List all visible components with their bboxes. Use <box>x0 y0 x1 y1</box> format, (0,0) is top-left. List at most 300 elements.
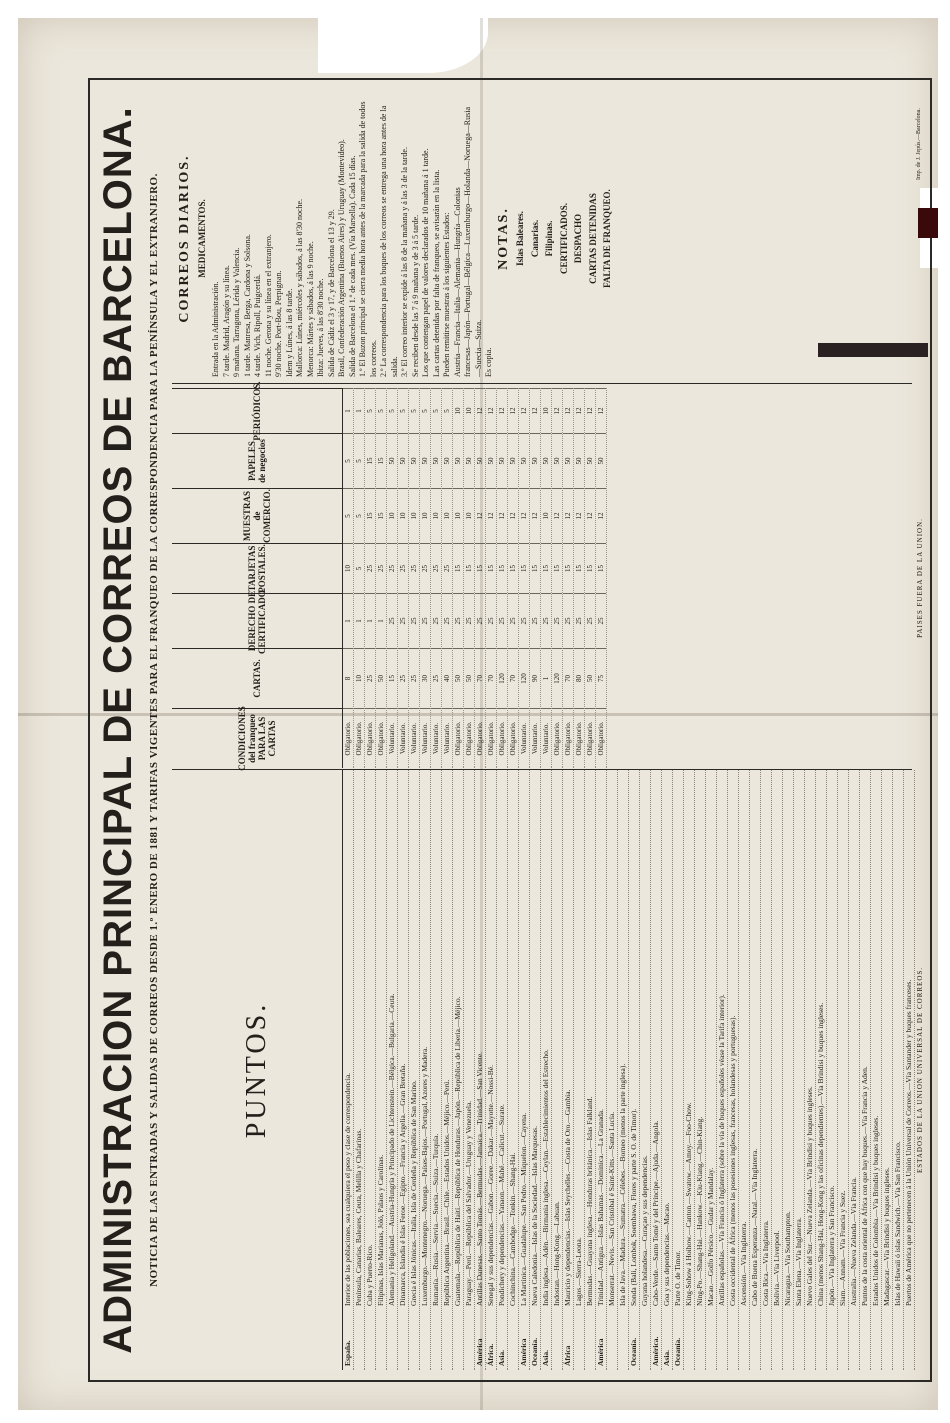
medicamentos-header: MEDICAMENTOS. <box>196 199 207 278</box>
tarifas-cell: 25 <box>530 593 540 648</box>
tarifas-row <box>519 388 530 768</box>
tarifas-cell: 10 <box>453 388 463 433</box>
point-row <box>728 770 739 1370</box>
point-row <box>662 770 673 1370</box>
tarifas-cell: 5 <box>398 388 408 433</box>
point-row <box>761 770 772 1370</box>
tarifas-row <box>530 388 541 768</box>
nota-section-heading: Canarias. <box>529 219 540 258</box>
tarifas-cell: 12 <box>574 488 584 543</box>
tarifas-cell: 50 <box>552 433 562 488</box>
tarifas-row <box>475 388 486 768</box>
point-text: Senegal y sus dependencias.—Gabon.—Goree.—Dakar.—Mayotte.—Nossi-Bé. <box>486 1065 495 1306</box>
notas-sections <box>515 100 613 377</box>
tarifas-cell: 25 <box>420 543 430 593</box>
tarifas-cell: 12 <box>475 488 485 543</box>
tarifas-cell: 25 <box>486 593 496 648</box>
tarifas-cell: 25 <box>409 543 419 593</box>
tarifas-cell: 50 <box>453 433 463 488</box>
poster-subtitle: NOTICIA DE LAS ENTRADAS Y SALIDAS DE CORREOS DESDE 1.º ENERO DE 1881 Y TARIFAS VIGENTES PARA EL FRANQUEO DE LA CORRESPONDENCIA PARA LA PENÍNSULA Y EL EXTRANJERO. <box>148 173 160 1287</box>
tarifas-cell: Obligatorio. <box>475 708 485 768</box>
tarifas-cell: 25 <box>431 543 441 593</box>
tarifas-cell: Obligatorio. <box>354 708 364 768</box>
tarifas-cell: 25 <box>585 593 595 648</box>
nota-line: Salida de Barcelona el 1.º de cada mes. (Vía Marsella). Cada 15 días. <box>347 155 357 377</box>
point-text: Antillas Danesas.—Santo Tomás.—Bermudas.—Jamaica.—Trinidad.—San Vicente. <box>475 1051 484 1306</box>
nota-section-heading: CARTAS DETENIDAS <box>587 193 598 284</box>
point-text: Isla de Java.—Madura.—Sumatra.—Célebes.—Borneo (menos la parte inglesa). <box>618 1063 627 1306</box>
tarifas-cell: 1 <box>376 593 386 648</box>
points-list <box>343 770 915 1370</box>
tarifas-row <box>552 388 563 768</box>
point-text: Monserrat.—Nevis.—San Cristóbal é Saint-Kitts.—Santa Lucía. <box>607 1111 616 1306</box>
tarifas-header-cell: CARTAS. <box>172 648 342 708</box>
point-text: Grecia é Islas Jónicas.—Italia, Isla de Cerdeña y República de San Marino. <box>409 1080 418 1306</box>
tarifas-cell: 70 <box>475 648 485 708</box>
footer-union: ESTADOS DE LA UNION UNIVERSAL DE CORREOS. <box>916 966 924 1174</box>
point-row <box>893 770 904 1370</box>
tarifas-cell: 50 <box>464 648 474 708</box>
point-row <box>376 770 387 1370</box>
point-text: Ascensión.—Vía Inglaterra. <box>739 1221 748 1306</box>
point-row <box>585 770 596 1370</box>
tarifas-cell: 1 <box>343 388 353 433</box>
tarifas-cell: 25 <box>431 593 441 648</box>
tarifas-cell: Obligatorio. <box>453 708 463 768</box>
point-row <box>519 770 530 1370</box>
point-row <box>420 770 431 1370</box>
point-text: Guatemala.—República de Haití.—República de Honduras.—Japón.—República de Liberia.—Méjico. <box>453 996 462 1306</box>
tarifas-cell: 50 <box>563 433 573 488</box>
tarifas-cell: 15 <box>497 543 507 593</box>
document-sheet <box>18 18 938 1410</box>
point-row <box>552 770 563 1370</box>
tarifas-cell: 12 <box>530 488 540 543</box>
tarifas-row <box>398 388 409 768</box>
tarifas-cell: 120 <box>497 648 507 708</box>
point-row <box>750 770 761 1370</box>
point-row <box>816 770 827 1370</box>
footer-fuera-union: PAISES FUERA DE LA UNION. <box>916 518 924 638</box>
nota-line: Ibiza: Jueves, á las 8'30 noche. <box>316 278 325 377</box>
tarifas-cell: 25 <box>398 648 408 708</box>
point-row <box>530 770 541 1370</box>
puntos-header: PUNTOS. <box>172 770 343 1370</box>
tarifas-cell: 1 <box>343 593 353 648</box>
tarifas-cell: 70 <box>486 648 496 708</box>
tarifas-cell: 15 <box>486 543 496 593</box>
tarifas-cell: 15 <box>585 543 595 593</box>
point-text: Cabo-Verde.—Santo Tomé y del Príncipe.—Ajuda.—Angola. <box>651 1120 660 1306</box>
tarifas-cell: 25 <box>387 593 397 648</box>
tarifas-cell: 15 <box>464 543 474 593</box>
tarifas-cell: 15 <box>475 543 485 593</box>
point-text: Siam.—Annam.—Vía Francia y Suez. <box>838 1190 847 1306</box>
tarifas-cell: 10 <box>420 488 430 543</box>
point-text: Filipinas, Islas Marianas, Joló, Palaos y Carolinas. <box>376 1154 385 1306</box>
tarifas-cell: 10 <box>409 488 419 543</box>
nota-section-heading: Filipinas. <box>544 220 554 257</box>
point-row <box>871 770 882 1370</box>
tarifas-cell: 15 <box>574 543 584 593</box>
tarifas-row <box>343 388 354 768</box>
tarifas-header <box>172 381 343 771</box>
tarifas-cell: Obligatorio. <box>508 708 518 768</box>
nota-line: 7 tarde. Madrid, Aragón y su línea. <box>221 265 231 377</box>
point-row <box>772 770 783 1370</box>
tarifas-row <box>508 388 519 768</box>
tarifas-cell: 12 <box>585 488 595 543</box>
tarifas-cell: 15 <box>563 543 573 593</box>
tarifas-cell: Obligatorio. <box>552 708 562 768</box>
nota-line: Menorca: Mártes y sábados, á las 9 noche. <box>305 241 315 377</box>
tarifas-cell: Voluntario. <box>420 708 430 768</box>
tarifas-cell: 12 <box>530 388 540 433</box>
point-row <box>860 770 871 1370</box>
tarifas-row <box>486 388 497 768</box>
point-row <box>838 770 849 1370</box>
tarifas-row <box>464 388 475 768</box>
point-row <box>882 770 893 1370</box>
tarifas-cell: 15 <box>387 648 397 708</box>
nota-line: Las cartas detenidas por falta de franqueo, se avisarán en la lista. <box>431 169 441 377</box>
tarifas-column <box>172 381 912 771</box>
nota-line: Salida de Cádiz el 3 y 17, y de Barcelona el 13 y 29. <box>326 209 336 377</box>
point-row <box>365 770 376 1370</box>
tarifas-cell: 12 <box>519 388 529 433</box>
tarifas-cell: 25 <box>574 593 584 648</box>
point-region: Asia. <box>662 1349 671 1366</box>
tarifas-cell: 80 <box>574 648 584 708</box>
nota-line: 11 noche. Gerona y su línea en el extranjero. <box>263 234 273 377</box>
point-row <box>464 770 475 1370</box>
tarifas-cell: 25 <box>541 593 551 648</box>
tarifas-cell: 15 <box>552 543 562 593</box>
tarifas-cell: 15 <box>376 433 386 488</box>
scan-artifact <box>918 208 938 238</box>
tarifas-cell: 12 <box>596 488 606 543</box>
point-region: Oceanía. <box>530 1337 539 1366</box>
nota-line: francesas—Japón—Portugal—Bélgica—Luxemburgo—Holanda—Noruega—Rusia—Suecia—Suiza. <box>463 106 483 377</box>
point-row <box>596 770 607 1370</box>
nota-line: Es copia. <box>484 347 493 377</box>
point-text: Islas de Hawaii ó islas Sandwich.—Vía San Francisco. <box>893 1141 902 1306</box>
point-text: Bolivia.—Vía Liverpool. <box>772 1230 781 1306</box>
tarifas-cell: Voluntario. <box>387 708 397 768</box>
point-text: Japón.—Vía Inglaterra y San Francisco. <box>827 1185 836 1306</box>
nota-section-heading: Islas Baleares. <box>515 211 525 266</box>
point-text: Bermudas.—Guayana inglesa.—Honduras británica.—Islas Falkland. <box>585 1096 594 1306</box>
point-text: India inglesa.—Adén.—Birmania inglesa.—Ceylan.—Establecimientos del Estrecho. <box>541 1049 550 1306</box>
point-text: Nicaragua.—Vía Southampton. <box>783 1211 792 1306</box>
correos-header: CORREOS DIARIOS. <box>177 154 192 323</box>
tarifas-cell: 25 <box>508 593 518 648</box>
point-text: Alemania y Heligoland.—Austria-Hungría y Principado de Lichtenstein.—Bélgica.—Bulgaria.—Ceuta. <box>387 993 396 1306</box>
point-text: Nuevo Gales del Sur.—Nueva Zelanda.—Vía Brindisi y buques ingleses. <box>805 1086 814 1306</box>
tarifas-cell: 50 <box>497 433 507 488</box>
point-text: Paraguay.—Perú.—República del Salvador.—Uruguay y Venezuela. <box>464 1100 473 1306</box>
nota-line: 9'30 noche. Port-Bou, Perpignan. <box>274 270 283 377</box>
point-text: Interior de las poblaciones, sea cualquiera el peso y clase de correspondencia. <box>343 1072 352 1306</box>
point-row <box>651 770 662 1370</box>
tarifas-cell: 1 <box>365 593 375 648</box>
tarifas-cell: 1 <box>354 388 364 433</box>
point-row <box>453 770 464 1370</box>
tarifas-cell: 50 <box>398 433 408 488</box>
tarifas-cell: 25 <box>464 593 474 648</box>
point-row <box>442 770 453 1370</box>
tarifas-cell: Obligatorio. <box>464 708 474 768</box>
point-text: Lagos.—Sierra-Leona. <box>574 1237 583 1306</box>
tarifas-cell: 25 <box>453 593 463 648</box>
tarifas-cell: 10 <box>464 388 474 433</box>
point-text: Santa Elena.—Vía Inglaterra. <box>794 1217 803 1306</box>
point-row <box>684 770 695 1370</box>
tarifas-cell: 25 <box>442 593 452 648</box>
tarifas-row <box>541 388 552 768</box>
tarifas-row <box>442 388 453 768</box>
tarifas-row <box>365 388 376 768</box>
point-row <box>563 770 574 1370</box>
tarifas-cell: 25 <box>409 593 419 648</box>
tarifas-cell: Voluntario. <box>398 708 408 768</box>
tarifas-cell: Voluntario. <box>541 708 551 768</box>
tarifas-cell: 5 <box>354 543 364 593</box>
tarifas-row <box>354 388 365 768</box>
point-row <box>794 770 805 1370</box>
point-text: Rumanía.—Rusia.—Servia.—Suecia.—Suiza.—Turquía. <box>431 1133 440 1306</box>
tarifas-row <box>453 388 464 768</box>
tarifas-cell: 12 <box>497 488 507 543</box>
tarifas-cell: 50 <box>464 433 474 488</box>
point-text: Goa y sus dependencias.—Macao. <box>662 1202 671 1306</box>
point-region: España. <box>343 1340 352 1366</box>
point-region: África <box>563 1345 572 1366</box>
tarifas-cell: 15 <box>519 543 529 593</box>
tarifas-cell: 50 <box>530 433 540 488</box>
tarifas-cell: 12 <box>552 388 562 433</box>
nota-line: 3.º El correo interior se expide á las 8 de la mañana y á las 3 de la tarde. <box>400 147 409 377</box>
tarifas-row <box>574 388 585 768</box>
nota-line: Los que contengan papel de valores declarados de 10 mañana á 1 tarde. <box>421 148 430 377</box>
point-text: Macao.—Golfo Pérsico.—Gudar y Mandalay. <box>706 1167 715 1306</box>
tarifas-cell: Voluntario. <box>530 708 540 768</box>
tarifas-cell: 25 <box>497 593 507 648</box>
tarifas-cell: 5 <box>365 388 375 433</box>
tarifas-row <box>376 388 387 768</box>
torn-corner <box>318 18 488 73</box>
tarifas-row <box>431 388 442 768</box>
tarifas-cell: 25 <box>442 543 452 593</box>
tarifas-cell: 50 <box>585 433 595 488</box>
point-text: República Argentina.—Brasil.—Chile.—Estados Unidos.—Méjico.—Perú. <box>442 1079 451 1306</box>
tarifas-cell: 50 <box>420 433 430 488</box>
point-row <box>827 770 838 1370</box>
point-region: Oceanía. <box>629 1337 638 1366</box>
point-row <box>607 770 618 1370</box>
tarifas-cell: 12 <box>552 488 562 543</box>
tarifas-cell: Obligatorio. <box>343 708 353 768</box>
point-row <box>431 770 442 1370</box>
tarifas-cell: 90 <box>530 648 540 708</box>
point-row <box>673 770 684 1370</box>
tarifas-cell: 12 <box>475 388 485 433</box>
tarifas-cell: 15 <box>530 543 540 593</box>
rotated-poster <box>90 80 930 1380</box>
tarifas-cell: 50 <box>453 648 463 708</box>
tarifas-cell: Obligatorio. <box>486 708 496 768</box>
tarifas-cell: Obligatorio. <box>574 708 584 768</box>
tarifas-header-cell: MUESTRAS de COMERCIO. <box>172 488 342 543</box>
tarifas-cell: 15 <box>596 543 606 593</box>
point-row <box>343 770 354 1370</box>
tarifas-cell: 10 <box>442 488 452 543</box>
point-text: Cuba y Puerto-Rico. <box>365 1244 374 1306</box>
point-text: Estados Unidos de Colombia.—Vía Brindisi y buques ingleses. <box>871 1115 880 1306</box>
point-text: Australia.—Nueva Zelanda.—Vía Francia. <box>849 1177 858 1306</box>
point-row <box>541 770 552 1370</box>
tarifas-cell: 15 <box>541 543 551 593</box>
point-text: Costa Rica.—Vía Inglaterra. <box>761 1220 770 1306</box>
point-text: King-Sohow á Hoihow.—Canton.—Swatow.—Amoy.—Foo-Chow. <box>684 1102 693 1306</box>
tarifas-cell: 25 <box>596 593 606 648</box>
tarifas-cell: 5 <box>343 488 353 543</box>
tarifas-cell: Obligatorio. <box>376 708 386 768</box>
tarifas-cell: 12 <box>563 388 573 433</box>
nota-line: 4 tarde. Vich, Ripoll, Puigcerdá. <box>253 274 262 377</box>
point-row <box>475 770 486 1370</box>
tarifas-cell: 10 <box>354 648 364 708</box>
correos-diarios-column <box>172 94 912 384</box>
notas-title: NOTAS. <box>495 207 511 270</box>
point-text: La Martinica.—Guadalupe.—San Pedro.—Miquelon.—Cayena. <box>519 1112 528 1306</box>
point-row <box>497 770 508 1370</box>
notas-list <box>211 100 495 377</box>
tarifas-cell: 12 <box>508 388 518 433</box>
tarifas-cell: 50 <box>431 433 441 488</box>
tarifas-cell: 120 <box>552 648 562 708</box>
tarifas-cell: 5 <box>420 388 430 433</box>
point-text: Puertos de América que no pertenecen á la Unión Universal de Correos.—Vía Santander y buques franceses. <box>904 979 913 1306</box>
point-text: Madagascar.—Vía Brindisi y buques ingleses. <box>882 1167 891 1306</box>
point-text: Pondichery y dependencias.—Yanaon.—Mahé.—Calicut.—Surate. <box>497 1104 506 1306</box>
point-text: Península, Canarias, Baleares, Ceuta, Melilla y Chafarinas. <box>354 1128 363 1306</box>
tarifas-cell: 50 <box>442 433 452 488</box>
tarifas-cell: Voluntario. <box>409 708 419 768</box>
tarifas-cell: 25 <box>387 543 397 593</box>
tarifas-row <box>596 388 607 768</box>
tarifas-cell: 10 <box>398 488 408 543</box>
point-region: Oceanía. <box>673 1337 682 1366</box>
tarifas-cell: 70 <box>508 648 518 708</box>
point-text: Mauricio y dependencias.—Islas Seychelles.—Costa de Oro.—Gambia. <box>563 1089 572 1306</box>
tarifas-row <box>563 388 574 768</box>
point-row <box>640 770 651 1370</box>
point-text: Sonda (Bali, Lombok, Soembawa, Flores y parte S. O. de Timor). <box>629 1108 638 1306</box>
tarifas-cell: 50 <box>519 433 529 488</box>
nota-section-heading: DESPACHO <box>573 213 583 264</box>
point-text: Cabo de Buena Esperanza.—Natal.—Vía Inglaterra. <box>750 1148 759 1306</box>
nota-line: Entrada en la Administración. <box>211 281 220 377</box>
tarifas-row <box>585 388 596 768</box>
point-text: Parte O. de Timor. <box>673 1250 682 1306</box>
nota-line: Brasil, Confederación Argentina (Buenos Aires) y Uruguay (Montevideo). <box>337 139 346 377</box>
tarifas-cell: 10 <box>431 488 441 543</box>
nota-line: 2.º La correspondencia para los buques de los correos se entrega una hora antes de la salida. <box>379 105 399 377</box>
tarifas-cell: 50 <box>596 433 606 488</box>
tarifas-cell: 10 <box>343 543 353 593</box>
tarifas-cell: Voluntario. <box>519 708 529 768</box>
tarifas-cell: 12 <box>574 388 584 433</box>
tarifas-cell: 50 <box>409 433 419 488</box>
tarifas-cell: 12 <box>519 488 529 543</box>
tarifas-cell: 12 <box>585 388 595 433</box>
tarifas-cell: Voluntario. <box>442 708 452 768</box>
point-row <box>904 770 915 1370</box>
tarifas-cell: 1 <box>354 593 364 648</box>
tarifas-header-cell: TARJETAS POSTALES. <box>172 543 342 593</box>
tarifas-cell: 50 <box>574 433 584 488</box>
tarifas-cell: 50 <box>486 433 496 488</box>
point-text: Dinamarca, Islandia é Islas Feroe.—Egipto.—Francia y Argelia.—Gran Bretaña. <box>398 1063 407 1306</box>
point-region: América <box>596 1338 605 1366</box>
point-row <box>849 770 860 1370</box>
point-row <box>717 770 728 1370</box>
tarifas-cell: 15 <box>508 543 518 593</box>
point-region: América <box>475 1338 484 1366</box>
tarifas-row <box>409 388 420 768</box>
tarifas-cell: Obligatorio. <box>585 708 595 768</box>
scan-artifact <box>818 343 928 357</box>
tarifas-cell: 10 <box>453 488 463 543</box>
tarifas-cell: 5 <box>387 388 397 433</box>
tarifas-cell: 12 <box>563 488 573 543</box>
tarifas-cell: 5 <box>431 388 441 433</box>
nota-line: Austria—Francia—Italia—Alemania—Hungría—Colonias <box>452 187 462 377</box>
point-text: Indostan.—Hong-Kong.—Labuan. <box>552 1201 561 1306</box>
point-row <box>409 770 420 1370</box>
point-region: Asia. <box>497 1349 506 1366</box>
tarifas-cell: Obligatorio. <box>563 708 573 768</box>
poster-frame <box>88 78 932 1382</box>
nota-line: 9 mañana. Tarragona, Lérida y Valencia. <box>232 247 241 377</box>
point-row <box>508 770 519 1370</box>
point-region: América. <box>651 1336 660 1366</box>
point-text: China (menos Shang-Hai, Hong-Kong y las oficinas dependientes).—Vía Brindisi y buques ingleses. <box>816 1002 825 1306</box>
tarifas-cell: 5 <box>354 488 364 543</box>
tarifas-cell: 25 <box>398 543 408 593</box>
tarifas-header-cell: DERECHO DE CERTIFICADO. <box>172 593 342 648</box>
tarifas-cell: 15 <box>453 543 463 593</box>
tarifas-cell: 120 <box>519 648 529 708</box>
tarifas-cell: 15 <box>365 488 375 543</box>
tarifas-row <box>497 388 508 768</box>
point-row <box>739 770 750 1370</box>
point-row <box>629 770 640 1370</box>
tarifas-cell: 25 <box>365 648 375 708</box>
point-row <box>805 770 816 1370</box>
nota-line: 1 tarde. Manresa, Berga, Cardona y Solsona. <box>242 234 252 377</box>
tarifas-cell: 8 <box>343 648 353 708</box>
nota-line: Se reciben desde las 7 á 9 mañana y de 3 á 5 tarde. <box>410 214 420 377</box>
tarifas-grid <box>343 388 607 768</box>
tarifas-cell: 25 <box>519 593 529 648</box>
tarifas-cell: Obligatorio. <box>365 708 375 768</box>
tarifas-cell: 25 <box>376 543 386 593</box>
tarifas-cell: 25 <box>563 593 573 648</box>
tarifas-cell: 25 <box>398 593 408 648</box>
nota-line: Pueden remitirse muestras á los siguientes Estados: <box>442 212 451 377</box>
